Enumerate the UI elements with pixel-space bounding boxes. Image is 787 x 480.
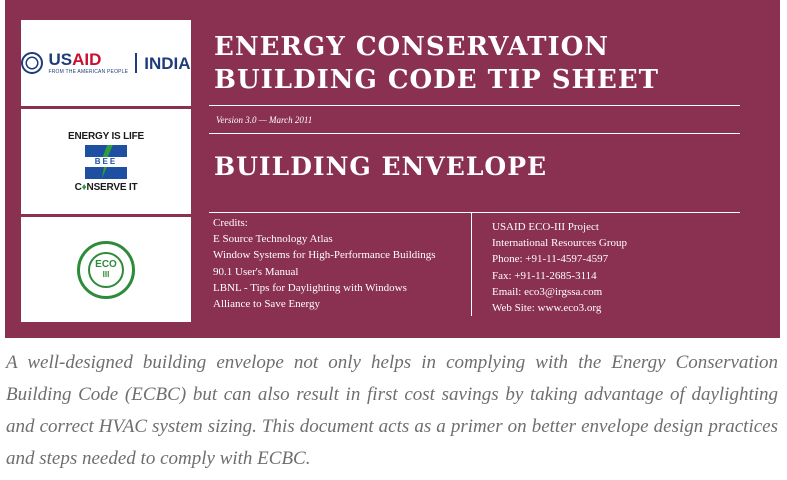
credits-line: 90.1 User's Manual <box>213 265 299 278</box>
bee-label: BEE <box>85 157 127 167</box>
title-line-1: ENERGY CONSERVATION <box>214 32 610 62</box>
usaid-seal-icon <box>21 52 43 74</box>
bee-logo <box>21 109 191 214</box>
logo-column <box>21 20 191 322</box>
contact-line: USAID ECO-III Project <box>492 221 599 233</box>
contact-website: Web Site: www.eco3.org <box>492 302 602 315</box>
subtitle-divider <box>209 212 740 213</box>
credits-list <box>213 215 436 312</box>
credits-line: Credits: <box>213 217 248 229</box>
column-divider <box>471 212 472 316</box>
bee-bottom-text: C♦NSERVE IT <box>74 181 138 193</box>
header-banner <box>5 0 780 338</box>
water-drop-icon: ♦ <box>81 181 87 193</box>
contact-fax: Fax: +91-11-2685-3114 <box>492 269 597 282</box>
version-text: Version 3.0 — March 2011 <box>216 115 313 125</box>
intro-paragraph: A well-designed building envelope not only helps in complying with the Energy Conservation Building Code (ECBC) but can also result in first cost savings by taking advantage of daylighting and correct HVAC system sizing. This document acts as a primer on better envelope design practices and steps needed to comply with ECBC. <box>6 352 778 469</box>
usaid-aid-text: AID <box>72 50 102 69</box>
eco-logo-number: III <box>102 270 110 279</box>
contact-email: Email: eco3@irgssa.com <box>492 285 603 298</box>
title-line-2: BUILDING CODE TIP SHEET <box>214 65 660 95</box>
version-divider <box>209 133 740 134</box>
eco-logo <box>21 217 191 322</box>
bee-top-text: ENERGY IS LIFE <box>68 130 144 142</box>
usaid-divider <box>135 53 137 73</box>
contact-line: International Resources Group <box>492 237 628 250</box>
contact-info <box>492 219 627 316</box>
credits-line: LBNL - Tips for Daylighting with Windows <box>213 281 407 294</box>
usaid-logo <box>21 20 191 106</box>
contact-phone: Phone: +91-11-4597-4597 <box>492 253 609 266</box>
credits-line: E Source Technology Atlas <box>213 233 333 246</box>
credits-line: Alliance to Save Energy <box>213 298 321 311</box>
eco-seal-icon <box>77 241 135 299</box>
title-divider <box>209 105 740 106</box>
page-title <box>214 31 774 97</box>
usaid-country: INDIA <box>144 53 191 73</box>
usaid-tagline: FROM THE AMERICAN PEOPLE <box>48 69 129 75</box>
eco-logo-text: ECO <box>95 259 117 270</box>
credits-line: Window Systems for High-Performance Buildings <box>213 249 436 262</box>
bee-emblem-icon <box>85 145 127 179</box>
section-title: BUILDING ENVELOPE <box>214 152 548 181</box>
usaid-us-text: US <box>48 50 73 69</box>
